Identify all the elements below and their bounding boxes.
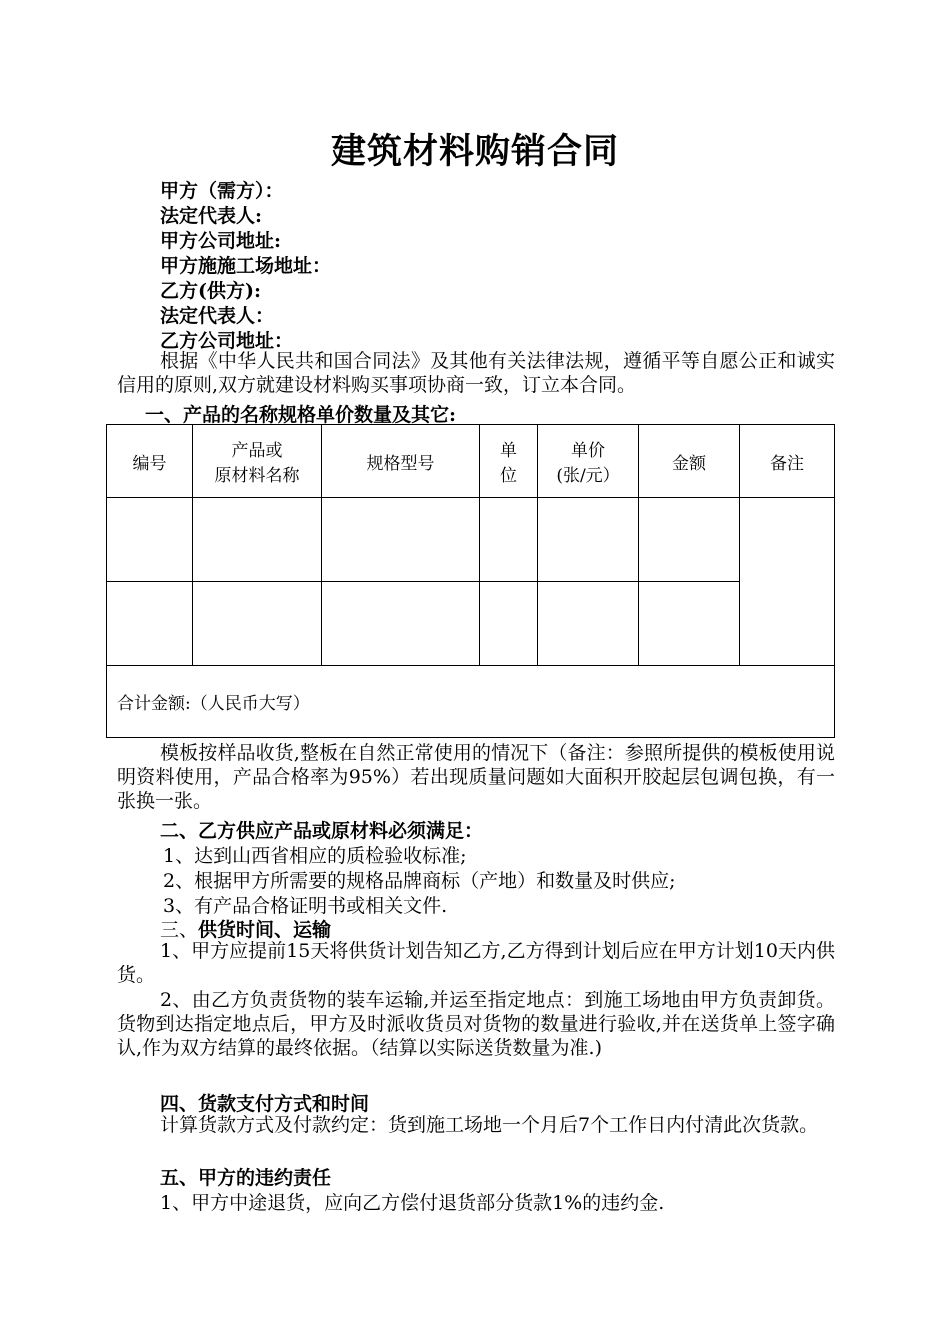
intro-paragraph: 根据《中华人民共和国合同法》及其他有关法律法规，遵循平等自愿公正和诚实信用的原则,双方就建设材料购买事项协商一致，订立本合同。	[117, 350, 835, 396]
section-2-item-2: 2、根据甲方所需要的规格品牌商标（产地）和数量及时供应;	[163, 870, 676, 892]
table-cell[interactable]	[639, 582, 740, 666]
table-header-row	[107, 425, 835, 498]
header-amount: 金额	[639, 425, 740, 498]
header-number: 编号	[107, 425, 193, 498]
table-cell[interactable]	[322, 498, 480, 582]
section-1-title: 一、产品的名称规格单价数量及其它:	[145, 404, 457, 426]
table-cell[interactable]	[107, 498, 193, 582]
document-title: 建筑材料购销合同	[330, 131, 619, 172]
section-3-title	[160, 915, 331, 942]
party-a-label: 甲方（需方）：	[160, 180, 284, 202]
header-unit-price: 单价 (张/元）	[538, 425, 639, 498]
section-5-title: 五、甲方的违约责任	[160, 1167, 332, 1189]
quality-note-paragraph: 模板按样品收货,整板在自然正常使用的情况下（备注：参照所提供的模板使用说明资料使用，产品合格率为95%）若出现质量问题如大面积开胶起层包调包换，有一张换一张。	[117, 742, 835, 812]
remark-cell[interactable]	[740, 498, 835, 666]
section-3-title-text: 供货时间、运输	[198, 919, 332, 941]
party-a-site-address-label: 甲方施施工场地址：	[160, 255, 332, 277]
table-cell[interactable]	[639, 498, 740, 582]
table-cell[interactable]	[193, 498, 322, 582]
section-2-title: 二、乙方供应产品或原材料必须满足：	[160, 820, 484, 842]
section-5-paragraph-1: 1、甲方中途退货，应向乙方偿付退货部分货款1%的违约金.	[160, 1192, 665, 1214]
product-table	[106, 424, 835, 738]
party-b-address-label: 乙方公司地址：	[160, 330, 294, 352]
section-2-item-1: 1、达到山西省相应的质检验收标准;	[163, 845, 467, 867]
party-b-label: 乙方(供方):	[160, 280, 261, 302]
section-3-paragraph-1: 1、甲方应提前15天将供货计划告知乙方,乙方得到计划后应在甲方计划10天内供货。	[117, 940, 835, 986]
party-b-representative-label: 法定代表人：	[160, 305, 275, 327]
table-cell[interactable]	[107, 582, 193, 666]
section-2-item-3: 3、有产品合格证明书或相关文件.	[163, 895, 448, 917]
table-cell[interactable]	[538, 498, 639, 582]
section-4-title: 四、货款支付方式和时间	[160, 1093, 370, 1115]
table-cell[interactable]	[193, 582, 322, 666]
table-row	[107, 582, 835, 666]
total-amount-label[interactable]: 合计金额:（人民币大写）	[107, 666, 835, 738]
header-remark: 备注	[740, 425, 835, 498]
table-cell[interactable]	[322, 582, 480, 666]
section-4-paragraph-1: 计算货款方式及付款约定：货到施工场地一个月后7个工作日内付清此次货款。	[160, 1114, 819, 1136]
table-cell[interactable]	[480, 582, 538, 666]
total-row	[107, 666, 835, 738]
header-product-name: 产品或 原材料名称	[193, 425, 322, 498]
section-3-paragraph-2: 2、由乙方负责货物的装车运输,并运至指定地点：到施工场地由甲方负责卸货。货物到达指定地点后，甲方及时派收货员对货物的数量进行验收,并在送货单上签字确认,作为双方结算的最终依据。（结算以实际送货数量为准.)	[117, 989, 835, 1059]
section-3-title-prefix: 三、	[160, 919, 199, 941]
header-unit: 单 位	[480, 425, 538, 498]
table-cell[interactable]	[538, 582, 639, 666]
table-cell[interactable]	[480, 498, 538, 582]
table-row	[107, 498, 835, 582]
header-spec: 规格型号	[322, 425, 480, 498]
party-a-address-label: 甲方公司地址:	[160, 230, 282, 252]
party-a-representative-label: 法定代表人:	[160, 205, 263, 227]
